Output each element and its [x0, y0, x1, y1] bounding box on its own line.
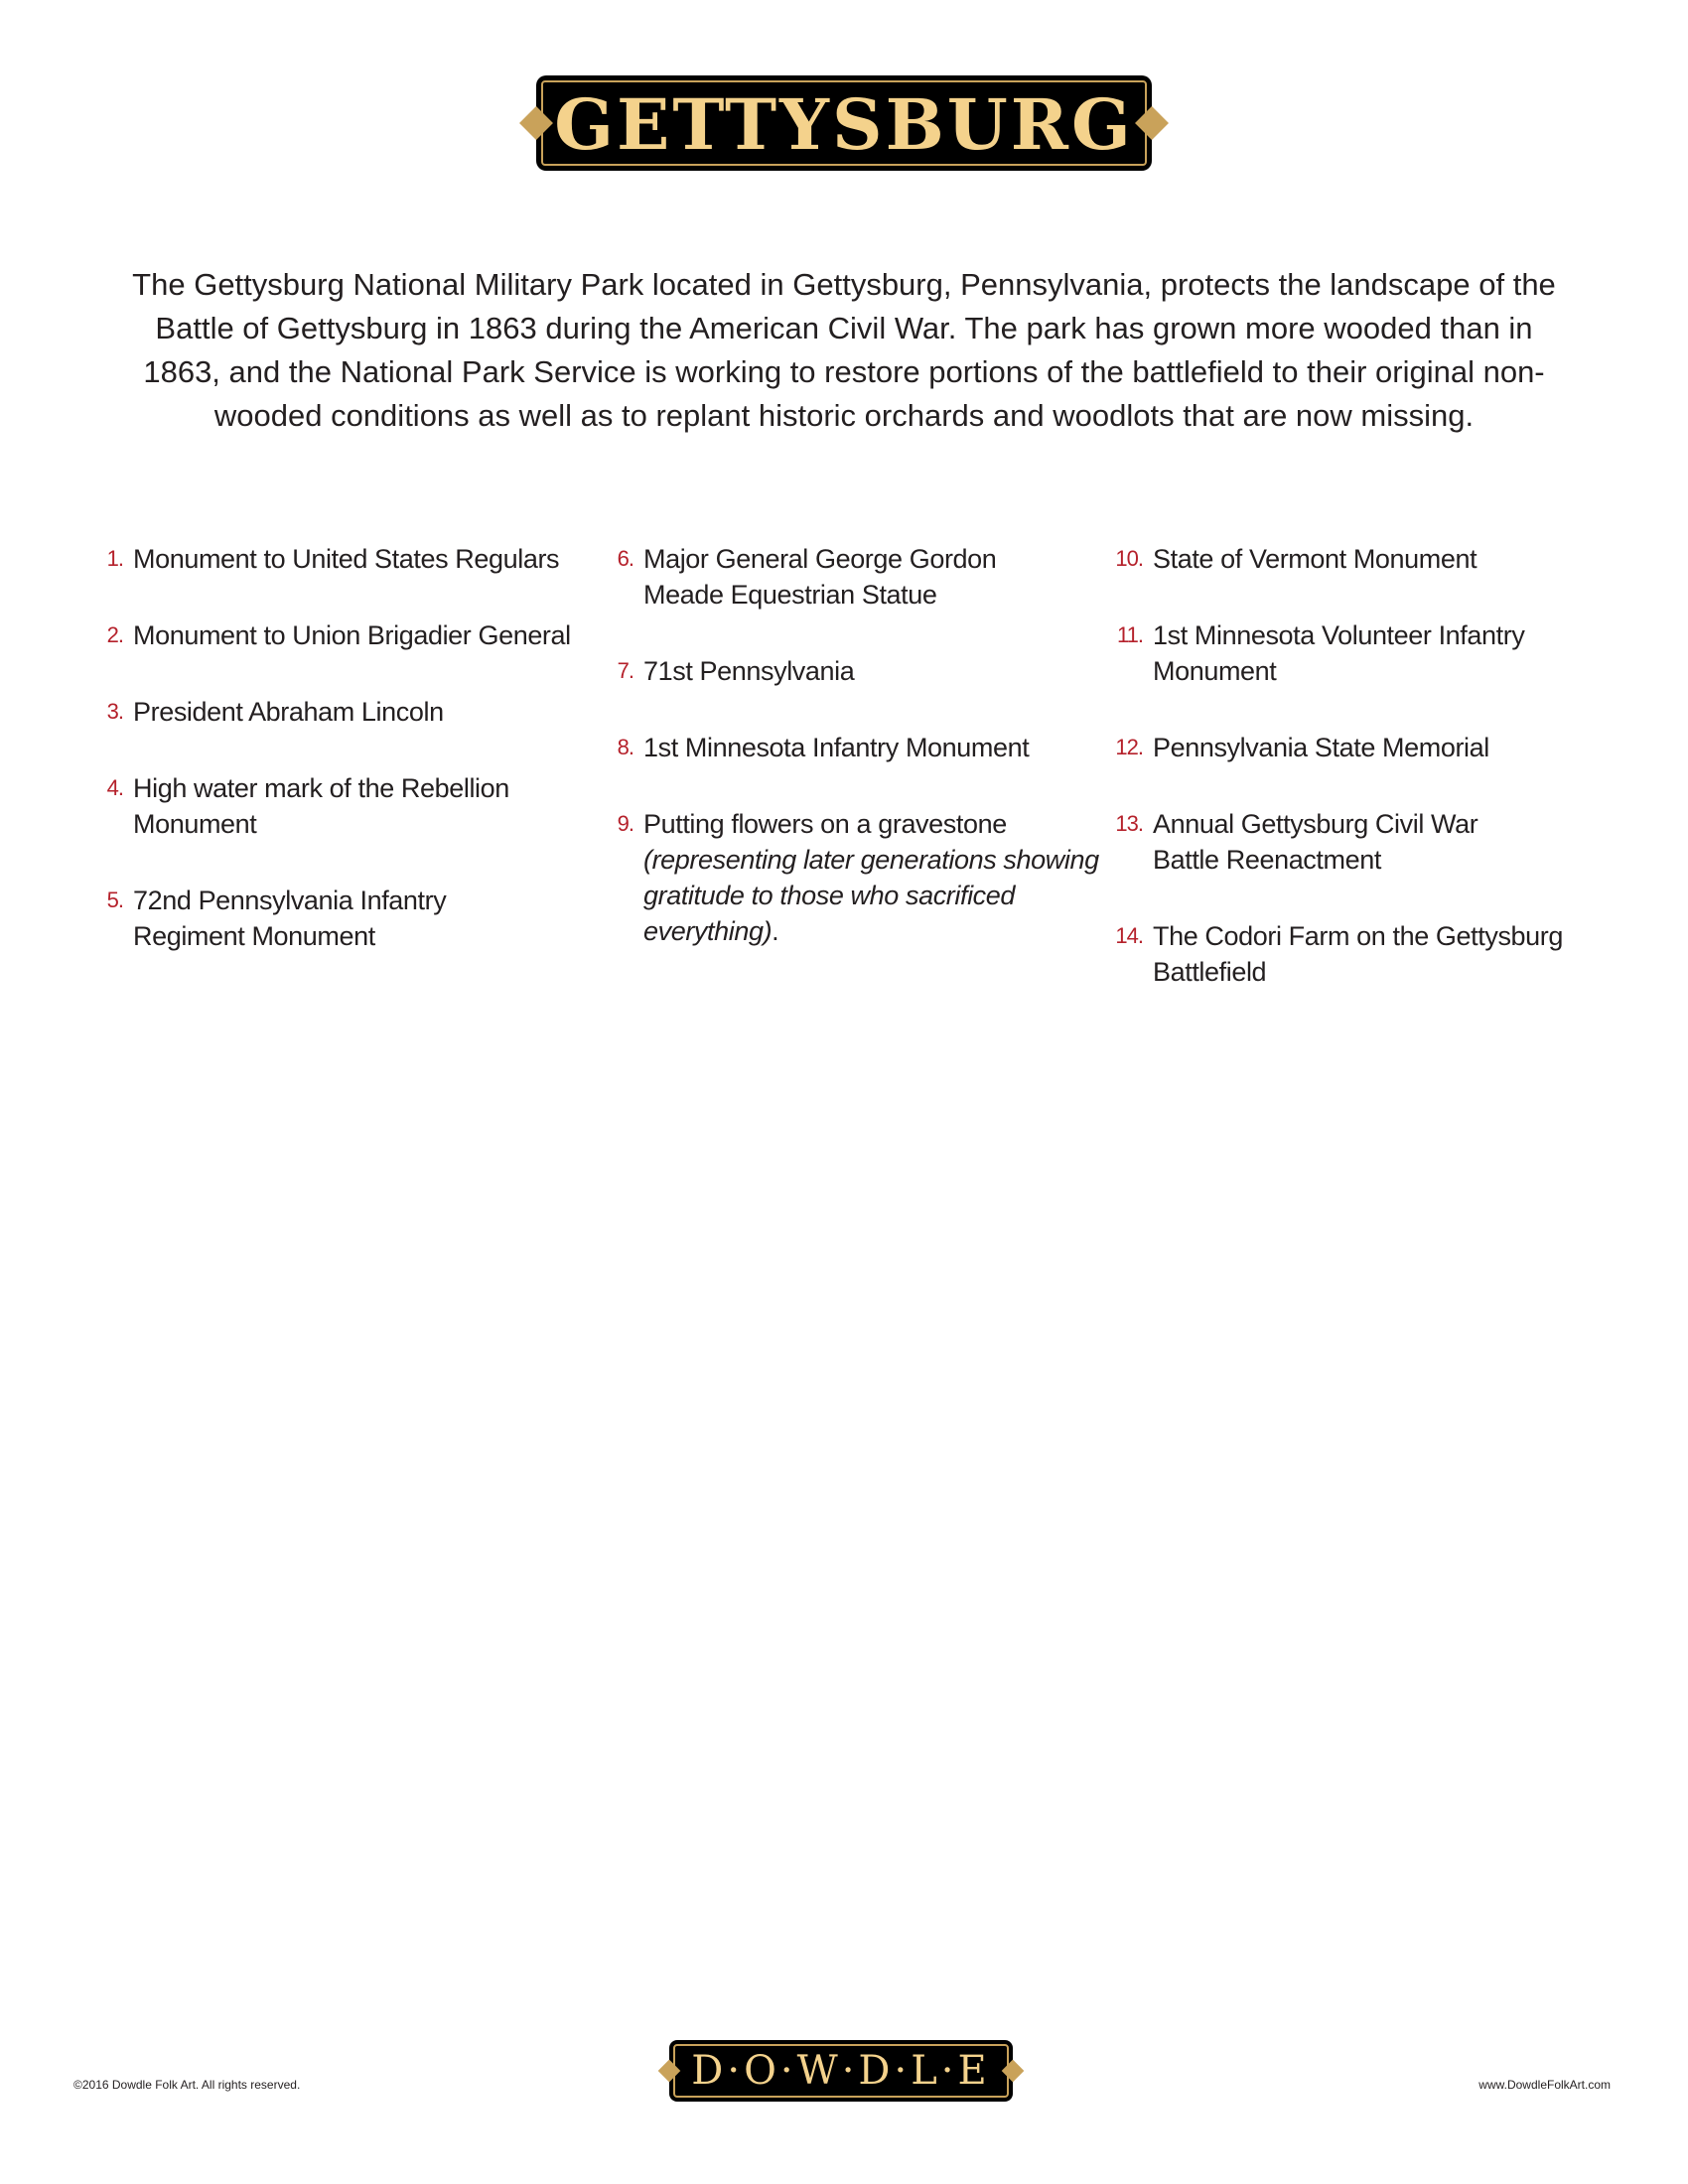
list-item: [602, 806, 1118, 949]
list-number: 5.: [106, 887, 123, 912]
list-label-line: 72nd Pennsylvania Infantry: [133, 886, 447, 915]
list-number: 2.: [106, 622, 123, 647]
list-number: 4.: [106, 775, 123, 800]
list-item: [1111, 541, 1647, 577]
list-item: [1111, 918, 1647, 990]
list-label: Monument to Union Brigadier General: [133, 620, 571, 650]
logo-right-ornament: [1002, 2060, 1025, 2083]
list-item: [91, 694, 608, 730]
intro-paragraph: The Gettysburg National Military Park located in Gettysburg, Pennsylvania, protects the landscape of the Battle of Gettysburg in 1863 during the American Civil War. The park has grown more wooded than in 1863, and the National Park Service is working to restore portions of the battlefield to their original non-wooded conditions as well as to replant historic orchards and woodlots that are now missing.: [132, 267, 1556, 433]
list-number: 3.: [106, 699, 123, 724]
list-label: President Abraham Lincoln: [133, 697, 444, 727]
list-column-3: [1111, 541, 1647, 1030]
list-label: 71st Pennsylvania: [643, 656, 855, 686]
list-item: [602, 730, 1118, 765]
list-number: 10.: [1115, 546, 1143, 571]
website-url: www.DowdleFolkArt.com: [1478, 2078, 1611, 2092]
list-label-line: Battle Reenactment: [1153, 845, 1381, 875]
list-label-line: Major General George Gordon: [643, 544, 997, 574]
list-label-text: Putting flowers on a gravestone: [643, 809, 1007, 839]
list-column-2: [602, 541, 1118, 990]
list-number: 13.: [1115, 811, 1143, 836]
list-column-1: [91, 541, 608, 995]
list-label-tail: .: [772, 916, 779, 946]
list-item: [1111, 617, 1647, 689]
list-item: [91, 617, 608, 653]
list-label-italic: (representing later generations showing gratitude to those who sacrificed everything): [643, 845, 1099, 946]
list-label: [643, 806, 1118, 949]
list-number: 9.: [617, 811, 633, 836]
list-number: 7.: [617, 658, 633, 683]
list-number: 12.: [1115, 735, 1143, 759]
list-item: [1111, 730, 1647, 765]
title-plaque: [536, 75, 1152, 171]
plaque-left-ornament: [519, 106, 553, 140]
list-item: [602, 653, 1118, 689]
plaque-right-ornament: [1135, 106, 1169, 140]
list-number: 11.: [1117, 622, 1143, 647]
list-label-line: Regiment Monument: [133, 921, 375, 951]
copyright-text: ©2016 Dowdle Folk Art. All rights reserved.: [73, 2078, 301, 2092]
list-number: 8.: [617, 735, 633, 759]
list-item: [91, 770, 608, 842]
logo-text: D·O·W·D·L·E: [691, 2048, 991, 2094]
list-label: [1153, 806, 1647, 878]
list-label: State of Vermont Monument: [1153, 544, 1477, 574]
list-label: 1st Minnesota Volunteer Infantry Monument: [1153, 620, 1525, 686]
list-label-line: Meade Equestrian Statue: [643, 580, 937, 610]
list-label: Pennsylvania State Memorial: [1153, 733, 1489, 762]
page-title: GETTYSBURG: [554, 83, 1134, 166]
list-label-line: Annual Gettysburg Civil War: [1153, 809, 1478, 839]
list-label: [643, 541, 1118, 613]
list-item: [602, 541, 1118, 613]
list-label: Monument to United States Regulars: [133, 544, 560, 574]
list-number: 6.: [617, 546, 633, 571]
list-item: [91, 541, 608, 577]
list-item: [91, 883, 608, 954]
dowdle-logo: [669, 2040, 1013, 2102]
logo-left-ornament: [658, 2060, 681, 2083]
list-number: 1.: [106, 546, 123, 571]
list-label: [133, 883, 608, 954]
list-label: 1st Minnesota Infantry Monument: [643, 733, 1030, 762]
list-label: The Codori Farm on the Gettysburg Battlefield: [1153, 921, 1563, 987]
list-item: [1111, 806, 1647, 878]
list-number: 14.: [1115, 923, 1143, 948]
list-label: High water mark of the Rebellion Monument: [133, 773, 509, 839]
